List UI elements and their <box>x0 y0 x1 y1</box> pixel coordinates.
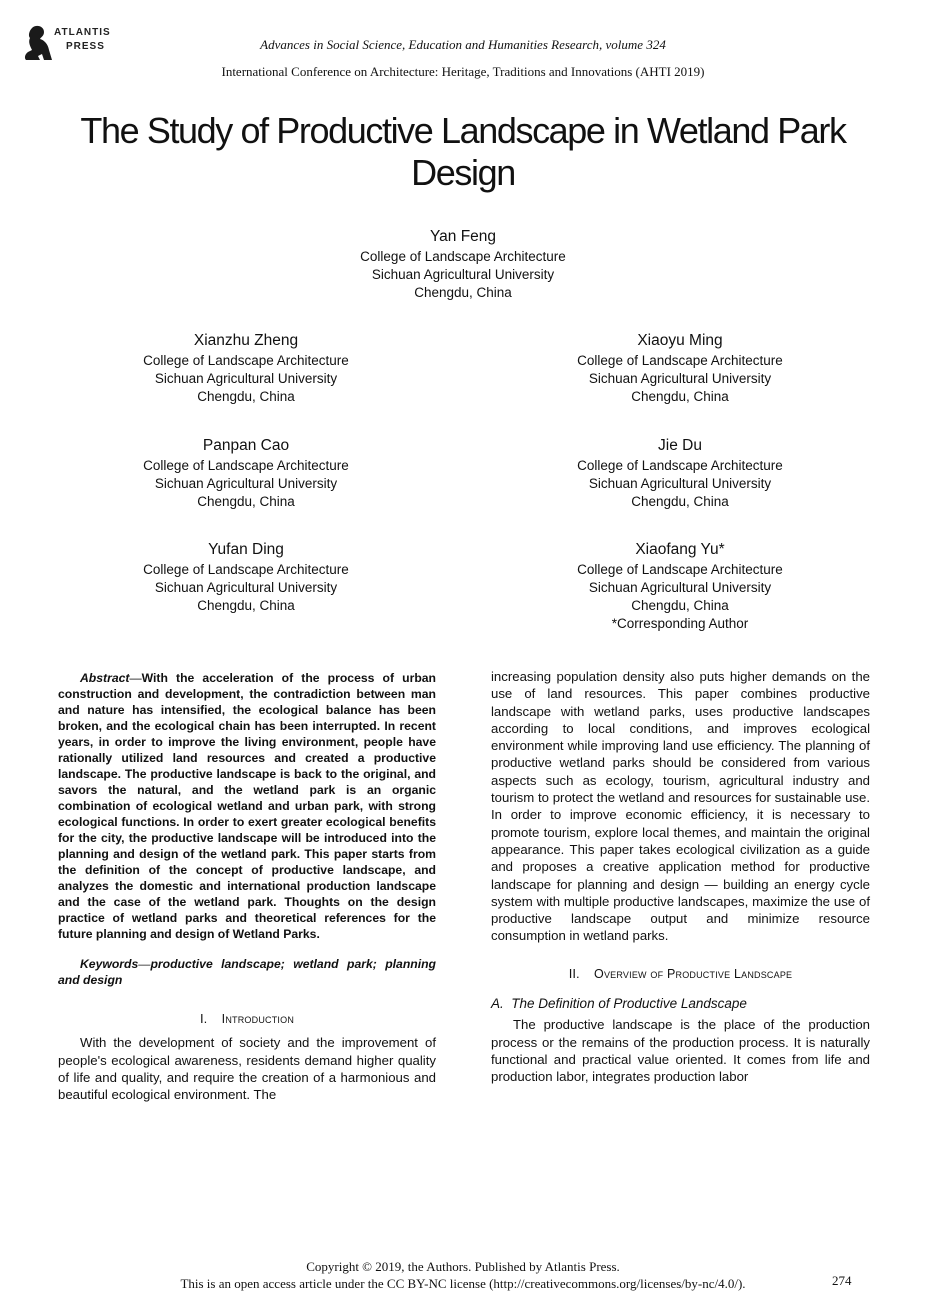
abstract-text: With the acceleration of the process of urban construction and development, the contradiction between man and nature has intensified, the ecological balance has been broken, and the ecological chain has been interrupted. In recent years, in order to improve the living environment, people have rationally utilized land resources and created a productive landscape. The productive landscape is back to the original, and savors the natural, and the wetland park is an organic combination of ecological wetland and urban park, with strong ecological functions. In order to exert greater ecological benefits for the city, the productive landscape will be introduced into the planning and design of the wetland park. This paper starts from the definition of the concept of productive landscape, and analyzes the domestic and international production landscape and the case of the wetland park. Thoughts on the design practice of wetland parks and theoretical references for the future planning and design of Wetland Parks. <box>58 671 436 941</box>
abstract-dash: — <box>129 671 142 685</box>
section-title: Overview of Productive Landscape <box>594 966 793 981</box>
author-name: Xianzhu Zheng <box>193 332 299 349</box>
definition-paragraph: The productive landscape is the place of the production process or the remains of the production process. It is naturally functional and practical value oriented. It comes from life and production labor, integrates production labor <box>491 1017 870 1085</box>
conference-header: International Conference on Architecture: Heritage, Traditions and Innovations (AHTI 2019) <box>221 64 705 79</box>
journal-header: Advances in Social Science, Education and Humanities Research, volume 324 <box>260 37 666 52</box>
author-dept: College of Landscape Architecture <box>577 353 783 368</box>
author-block <box>263 226 663 302</box>
author-name: Jie Du <box>658 437 702 454</box>
author-city: Chengdu, China <box>631 389 729 404</box>
author-univ: Sichuan Agricultural University <box>371 267 555 282</box>
subsection-label: A. <box>491 996 504 1012</box>
continuation-paragraph: increasing population density also puts higher demands on the use of land resources. This paper combines productive landscape with wetland parks, uses productive landscapes according to local conditions, and improves ecological environment while improving land use efficiency. The planning of productive wetland parks should be considered from various aspects such as ecology, tourism, agricultural industry and tourism to protect the wetland and resources for sustainable use. In order to improve economic efficiency, it is necessary to promote tourism, explore local themes, and maintain the original appearance. This paper takes ecological civilization as a guide and proposes a creative application method for productive landscape for planning and design — building an energy cycle system with multiple productive landscapes, maximize the use of productive landscape output and minimize resource consumption in wetland parks. <box>491 669 870 944</box>
section-heading <box>491 965 870 983</box>
corresponding-author-note: *Corresponding Author <box>611 616 749 631</box>
logo-line-1: ATLANTIS <box>54 27 111 38</box>
author-dept: College of Landscape Architecture <box>360 249 566 264</box>
author-name: Yufan Ding <box>208 541 284 558</box>
keywords-dash: — <box>138 957 151 971</box>
paper-title: The Study of Productive Landscape in Wetland Park Design <box>80 110 846 194</box>
left-column <box>58 670 436 1103</box>
section-title: Introduction <box>221 1012 295 1026</box>
author-city: Chengdu, China <box>197 389 295 404</box>
footer-license: This is an open access article under the CC BY-NC license (http://creativecommons.org/licenses/by-nc/4.0/). <box>180 1276 746 1291</box>
author-block <box>530 330 830 406</box>
author-name: Panpan Cao <box>202 437 290 454</box>
author-block <box>96 539 396 615</box>
author-city: Chengdu, China <box>197 598 295 613</box>
footer-copyright: Copyright © 2019, the Authors. Published by Atlantis Press. <box>306 1259 620 1274</box>
author-dept: College of Landscape Architecture <box>577 562 783 577</box>
author-dept: College of Landscape Architecture <box>143 353 349 368</box>
section-number: II. <box>568 965 580 981</box>
subsection-heading <box>491 995 870 1012</box>
keywords <box>58 956 436 988</box>
author-univ: Sichuan Agricultural University <box>154 476 338 491</box>
author-city: Chengdu, China <box>197 494 295 509</box>
subsection-title: The Definition of Productive Landscape <box>511 996 747 1012</box>
section-heading <box>58 1010 436 1028</box>
keywords-label: Keywords <box>80 957 139 971</box>
author-dept: College of Landscape Architecture <box>143 458 349 473</box>
author-block <box>96 435 396 511</box>
author-dept: College of Landscape Architecture <box>577 458 783 473</box>
author-block <box>530 539 830 633</box>
page-number: 274 <box>832 1273 852 1288</box>
right-column <box>491 668 870 1086</box>
author-univ: Sichuan Agricultural University <box>588 371 772 386</box>
author-name: Xiaofang Yu* <box>635 541 725 558</box>
author-block <box>96 330 396 406</box>
author-city: Chengdu, China <box>631 494 729 509</box>
author-univ: Sichuan Agricultural University <box>154 371 338 386</box>
author-univ: Sichuan Agricultural University <box>588 580 772 595</box>
introduction-paragraph: With the development of society and the improvement of people's ecological awareness, residents demand higher quality of life and quality, and require the creation of a harmonious and beautiful ecological environment. The <box>58 1035 436 1103</box>
abstract <box>58 670 436 942</box>
author-block <box>530 435 830 511</box>
logo-line-2: PRESS <box>66 41 105 52</box>
author-name: Xiaoyu Ming <box>637 332 723 349</box>
keywords-text: productive landscape; wetland park; planning and design <box>58 957 436 987</box>
author-city: Chengdu, China <box>414 285 512 300</box>
author-dept: College of Landscape Architecture <box>143 562 349 577</box>
author-univ: Sichuan Agricultural University <box>588 476 772 491</box>
abstract-label: Abstract <box>80 671 130 685</box>
author-city: Chengdu, China <box>631 598 729 613</box>
author-name: Yan Feng <box>429 228 497 245</box>
section-number: I. <box>199 1011 208 1026</box>
author-univ: Sichuan Agricultural University <box>154 580 338 595</box>
